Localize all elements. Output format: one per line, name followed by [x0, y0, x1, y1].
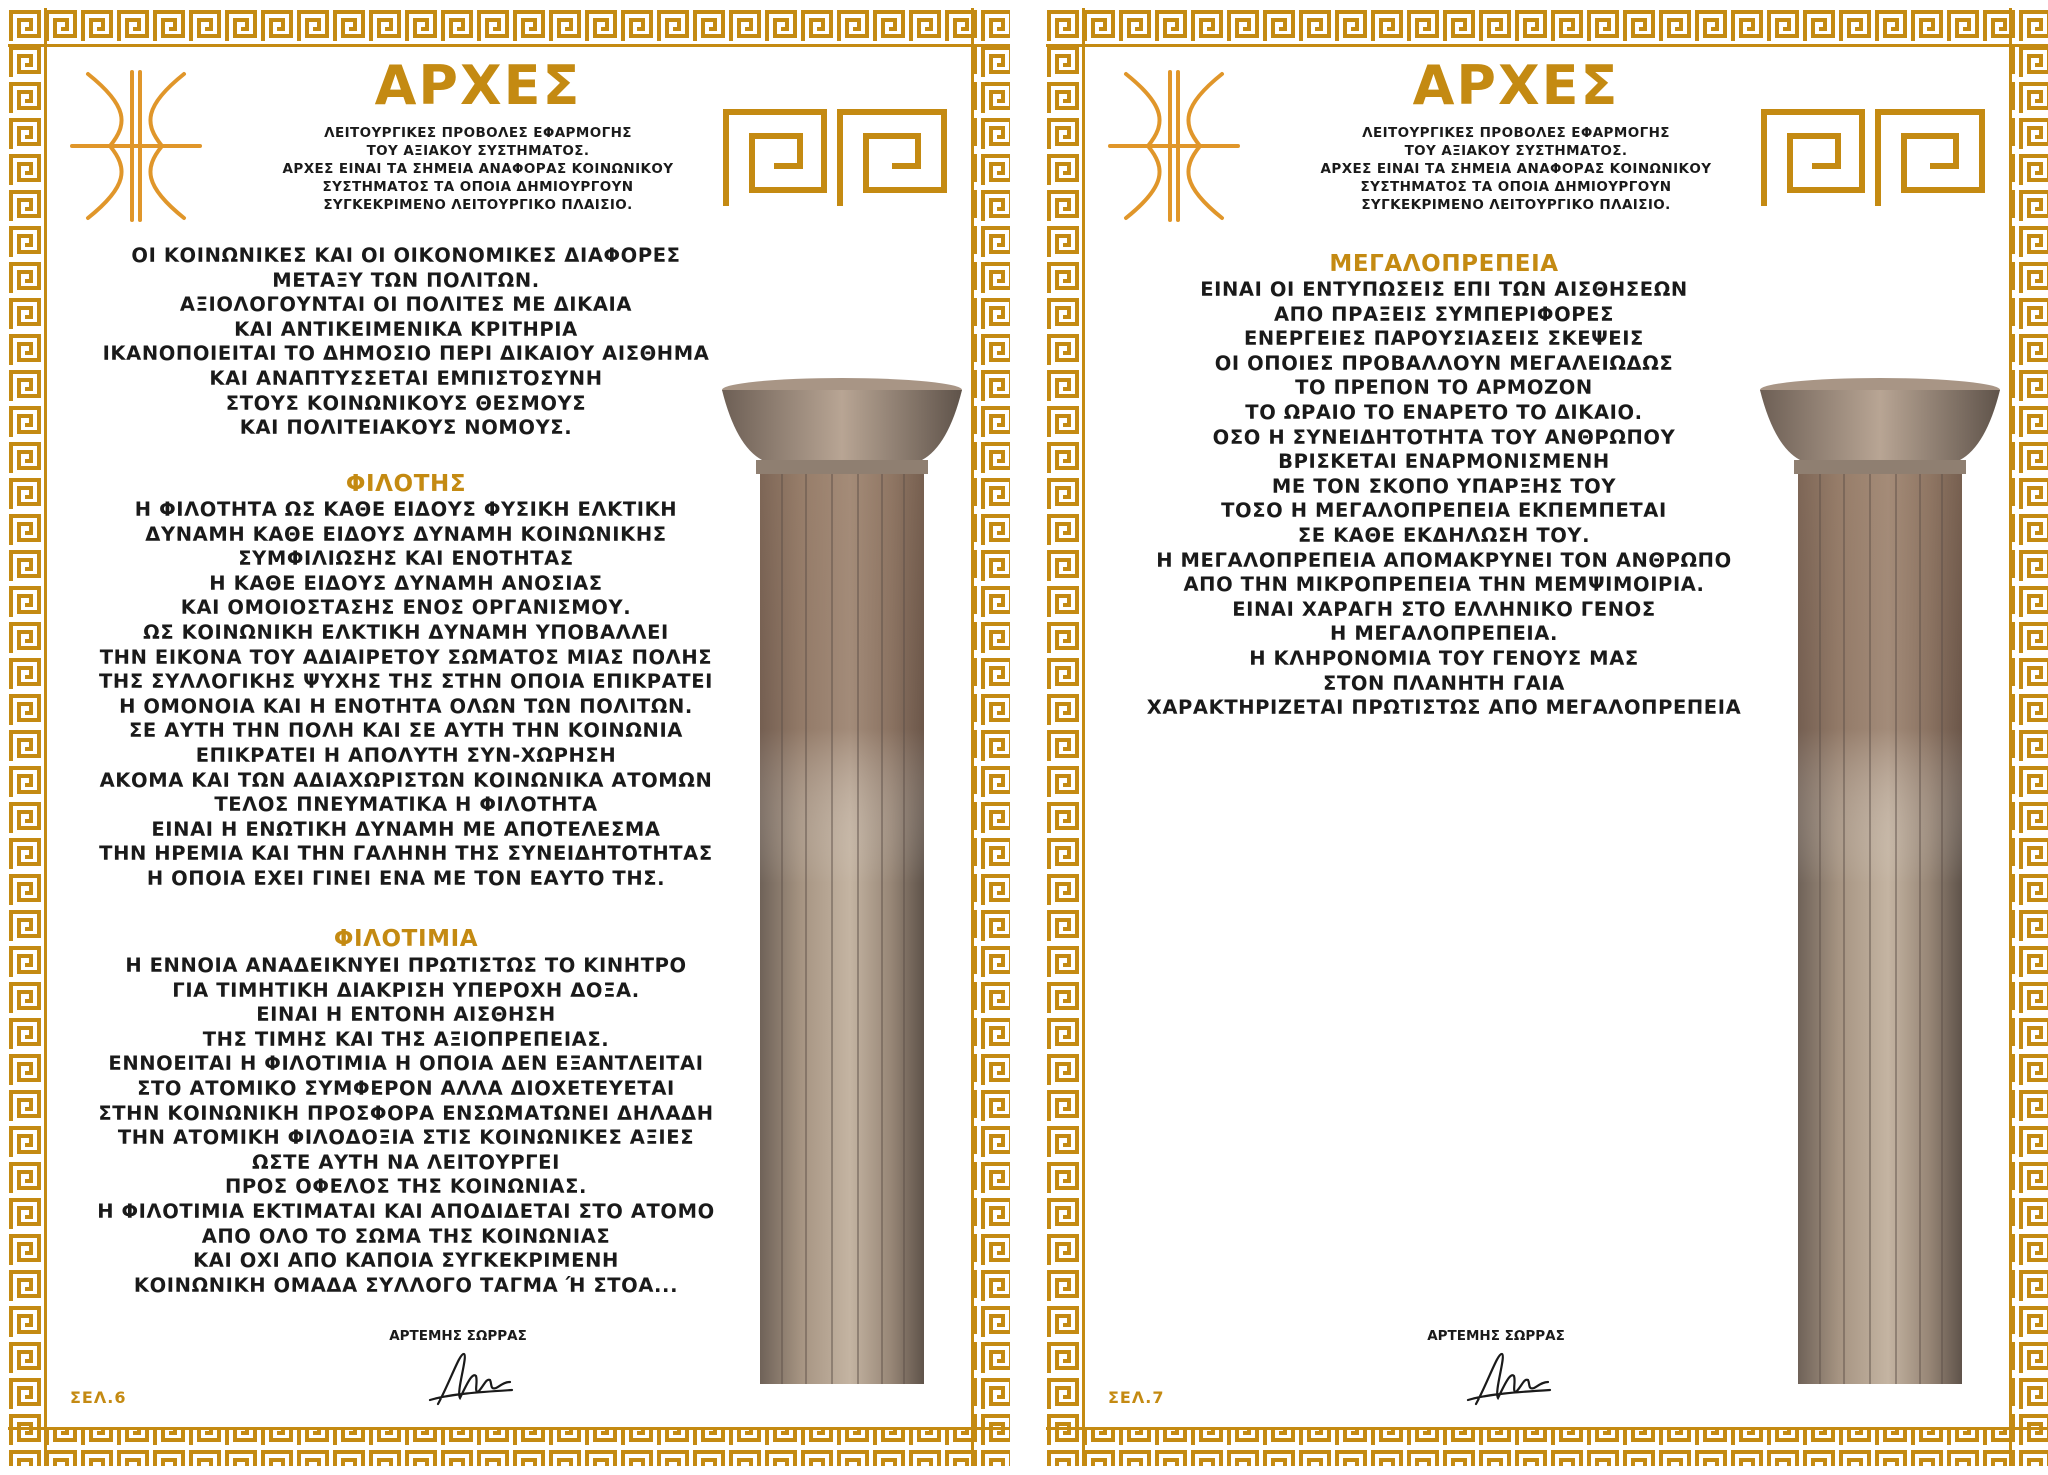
text-line: ΕΙΝΑΙ Η ΕΝΩΤΙΚΗ ΔΥΝΑΜΗ ΜΕ ΑΠΟΤΕΛΕΣΜΑ [151, 817, 661, 841]
text-line: ΤΗΣ ΣΥΛΛΟΓΙΚΗΣ ΨΥΧΗΣ ΤΗΣ ΣΤΗΝ ΟΠΟΙΑ ΕΠΙΚΡΑΤΕΙ [99, 670, 713, 694]
text-line: ΤΗΣ ΤΙΜΗΣ ΚΑΙ ΤΗΣ ΑΞΙΟΠΡΕΠΕΙΑΣ. [202, 1027, 610, 1051]
subtitle-line: ΑΡΧΕΣ ΕΙΝΑΙ ΤΑ ΣΗΜΕΙΑ ΑΝΑΦΟΡΑΣ ΚΟΙΝΩΝΙΚΟΥ [1320, 161, 1712, 177]
sun-symbol-icon [66, 66, 206, 226]
doric-column-icon [1754, 376, 2006, 1384]
text-line: Η ΚΑΘΕ ΕΙΔΟΥΣ ΔΥΝΑΜΗ ΑΝΟΣΙΑΣ [209, 571, 603, 595]
text-line: ΣΕ ΑΥΤΗ ΤΗΝ ΠΟΛΗ ΚΑΙ ΣΕ ΑΥΤΗ ΤΗΝ ΚΟΙΝΩΝΙΑ [128, 719, 683, 743]
section-title-megaloprepeia: ΜΕΓΑΛΟΠΡΕΠΕΙΑ [1329, 251, 1559, 277]
text-line: ΣΤΟΝ ΠΛΑΝΗΤΗ ΓΑΙΑ [1323, 671, 1565, 695]
subtitle [1246, 124, 1786, 214]
text-line: ΧΑΡΑΚΤΗΡΙΖΕΤΑΙ ΠΡΩΤΙΣΤΩΣ ΑΠΟ ΜΕΓΑΛΟΠΡΕΠΕΙΑ [1146, 696, 1742, 720]
text-line: Η ΟΠΟΙΑ ΕΧΕΙ ΓΙΝΕΙ ΕΝΑ ΜΕ ΤΟΝ ΕΑΥΤΟ ΤΗΣ. [146, 866, 666, 890]
page-right [1046, 8, 2048, 1466]
subtitle-line: ΑΡΧΕΣ ΕΙΝΑΙ ΤΑ ΣΗΜΕΙΑ ΑΝΑΦΟΡΑΣ ΚΟΙΝΩΝΙΚΟΥ [282, 161, 674, 177]
subtitle-line: ΣΥΓΚΕΚΡΙΜΕΝΟ ΛΕΙΤΟΥΡΓΙΚΟ ΠΛΑΙΣΙΟ. [1361, 197, 1671, 213]
text-line: Η ΟΜΟΝΟΙΑ ΚΑΙ Η ΕΝΟΤΗΤΑ ΟΛΩΝ ΤΩΝ ΠΟΛΙΤΩΝ. [119, 694, 693, 718]
text-line: ΑΚΟΜΑ ΚΑΙ ΤΩΝ ΑΔΙΑΧΩΡΙΣΤΩΝ ΚΟΙΝΩΝΙΚΑ ΑΤΟΜΩΝ [99, 768, 713, 792]
text-line: ΓΙΑ ΤΙΜΗΤΙΚΗ ΔΙΑΚΡΙΣΗ ΥΠΕΡΟΧΗ ΔΟΞΑ. [172, 978, 640, 1002]
text-line: Η ΕΝΝΟΙΑ ΑΝΑΔΕΙΚΝΥΕΙ ΠΡΩΤΙΣΤΩΣ ΤΟ ΚΙΝΗΤΡΟ [125, 954, 687, 977]
author-name: ΑΡΤΕΜΗΣ ΣΩΡΡΑΣ [1427, 1328, 1565, 1344]
text-line: ΕΠΙΚΡΑΤΕΙ Η ΑΠΟΛΥΤΗ ΣΥΝ-ΧΩΡΗΣΗ [195, 743, 617, 767]
text-line: ΣΥΜΦΙΛΙΩΣΗΣ ΚΑΙ ΕΝΟΤΗΤΑΣ [238, 547, 574, 571]
text-line: ΠΡΟΣ ΟΦΕΛΟΣ ΤΗΣ ΚΟΙΝΩΝΙΑΣ. [224, 1175, 588, 1199]
text-line: ΤΟΣΟ Η ΜΕΓΑΛΟΠΡΕΠΕΙΑ ΕΚΠΕΜΠΕΤΑΙ [1221, 499, 1667, 523]
page-left [8, 8, 1010, 1466]
text-line: ΑΠΟ ΟΛΟ ΤΟ ΣΩΜΑ ΤΗΣ ΚΟΙΝΩΝΙΑΣ [201, 1224, 611, 1248]
text-line: ΤΗΝ ΑΤΟΜΙΚΗ ΦΙΛΟΔΟΞΙΑ ΣΤΙΣ ΚΟΙΝΩΝΙΚΕΣ ΑΞΙΕΣ [117, 1126, 695, 1150]
page-number: ΣΕΛ.6 [70, 1388, 127, 1407]
text-line: ΙΚΑΝΟΠΟΙΕΙΤΑΙ ΤΟ ΔΗΜΟΣΙΟ ΠΕΡΙ ΔΙΚΑΙΟΥ ΑΙΣΘΗΜΑ [102, 342, 710, 366]
text-line: ΚΑΙ ΟΧΙ ΑΠΟ ΚΑΠΟΙΑ ΣΥΓΚΕΚΡΙΜΕΝΗ [193, 1249, 619, 1273]
text-line: ΜΕΤΑΞΥ ΤΩΝ ΠΟΛΙΤΩΝ. [272, 268, 540, 292]
text-line: Η ΚΛΗΡΟΝΟΜΙΑ ΤΟΥ ΓΕΝΟΥΣ ΜΑΣ [1249, 646, 1639, 670]
text-line: ΤΗΝ ΗΡΕΜΙΑ ΚΑΙ ΤΗΝ ΓΑΛΗΝΗ ΤΗΣ ΣΥΝΕΙΔΗΤΟΤΗΤΑΣ [99, 842, 713, 866]
text-line: ΚΑΙ ΑΝΤΙΚΕΙΜΕΝΙΚΑ ΚΡΙΤΗΡΙΑ [234, 317, 578, 341]
text-line: Η ΦΙΛΟΤΗΤΑ ΩΣ ΚΑΘΕ ΕΙΔΟΥΣ ΦΥΣΙΚΗ ΕΛΚΤΙΚΗ [134, 498, 678, 521]
text-line: ΩΣ ΚΟΙΝΩΝΙΚΗ ΕΛΚΤΙΚΗ ΔΥΝΑΜΗ ΥΠΟΒΑΛΛΕΙ [143, 620, 669, 644]
text-line: ΩΣΤΕ ΑΥΤΗ ΝΑ ΛΕΙΤΟΥΡΓΕΙ [252, 1150, 560, 1174]
text-line: Η ΦΙΛΟΤΙΜΙΑ ΕΚΤΙΜΑΤΑΙ ΚΑΙ ΑΠΟΔΙΔΕΤΑΙ ΣΤΟ ΑΤΟΜΟ [97, 1199, 715, 1223]
subtitle-line: ΛΕΙΤΟΥΡΓΙΚΕΣ ΠΡΟΒΟΛΕΣ ΕΦΑΡΜΟΓΗΣ [1362, 125, 1670, 141]
text-line: ΑΠΟ ΤΗΝ ΜΙΚΡΟΠΡΕΠΕΙΑ ΤΗΝ ΜΕΜΨΙΜΟΙΡΙΑ. [1183, 573, 1705, 597]
section-title-filotimia: ΦΙΛΟΤΙΜΙΑ [333, 926, 479, 952]
text-line: ΕΝΕΡΓΕΙΕΣ ΠΑΡΟΥΣΙΑΣΕΙΣ ΣΚΕΨΕΙΣ [1244, 327, 1644, 351]
text-line: ΣΕ ΚΑΘΕ ΕΚΔΗΛΩΣΗ ΤΟΥ. [1297, 523, 1591, 547]
text-line: ΣΤΗΝ ΚΟΙΝΩΝΙΚΗ ΠΡΟΣΦΟΡΑ ΕΝΣΩΜΑΤΩΝΕΙ ΔΗΛΑΔΗ [98, 1101, 714, 1125]
text-line: ΕΙΝΑΙ Η ΕΝΤΟΝΗ ΑΙΣΘΗΣΗ [256, 1003, 556, 1027]
subtitle-line: ΤΟΥ ΑΞΙΑΚΟΥ ΣΥΣΤΗΜΑΤΟΣ. [366, 143, 590, 159]
key-pattern-icon [1758, 106, 1988, 210]
text-line: ΤΗΝ ΕΙΚΟΝΑ ΤΟΥ ΑΔΙΑΙΡΕΤΟΥ ΣΩΜΑΤΟΣ ΜΙΑΣ ΠΟΛΗΣ [99, 645, 713, 669]
text-line: ΕΙΝΑΙ ΟΙ ΕΝΤΥΠΩΣΕΙΣ ΕΠΙ ΤΩΝ ΑΙΣΘΗΣΕΩΝ [1200, 278, 1688, 301]
sun-symbol-icon [1104, 66, 1244, 226]
text-line: ΜΕ ΤΟΝ ΣΚΟΠΟ ΥΠΑΡΞΗΣ ΤΟΥ [1271, 474, 1617, 498]
page-title: ΑΡΧΕΣ [374, 54, 582, 117]
text-line: ΑΞΙΟΛΟΓΟΥΝΤΑΙ ΟΙ ΠΟΛΙΤΕΣ ΜΕ ΔΙΚΑΙΑ [179, 293, 633, 317]
text-line: ΚΟΙΝΩΝΙΚΗ ΟΜΑΔΑ ΣΥΛΛΟΓΟ ΤΑΓΜΑ Ή ΣΤΟΑ... [133, 1273, 679, 1297]
text-line: Η ΜΕΓΑΛΟΠΡΕΠΕΙΑ ΑΠΟΜΑΚΡΥΝΕΙ ΤΟΝ ΑΝΘΡΩΠΟ [1156, 548, 1732, 572]
doric-column-icon [716, 376, 968, 1384]
section-filotis-text [56, 498, 756, 892]
key-pattern-icon [720, 106, 950, 210]
text-line: ΚΑΙ ΑΝΑΠΤΥΣΣΕΤΑΙ ΕΜΠΙΣΤΟΣΥΝΗ [209, 366, 603, 390]
section-title-filotis: ΦΙΛΟΤΗΣ [345, 471, 467, 497]
subtitle [208, 124, 748, 214]
text-line: ΤΕΛΟΣ ΠΝΕΥΜΑΤΙΚΑ Η ΦΙΛΟΤΗΤΑ [214, 793, 598, 817]
section-filotimia-text [56, 954, 756, 1298]
author-name: ΑΡΤΕΜΗΣ ΣΩΡΡΑΣ [389, 1328, 527, 1344]
intro-paragraph [56, 244, 756, 441]
subtitle-line: ΣΥΣΤΗΜΑΤΟΣ ΤΑ ΟΠΟΙΑ ΔΗΜΙΟΥΡΓΟΥΝ [322, 179, 634, 195]
text-line: ΒΡΙΣΚΕΤΑΙ ΕΝΑΡΜΟΝΙΣΜΕΝΗ [1278, 450, 1610, 474]
text-line: ΟΙ ΟΠΟΙΕΣ ΠΡΟΒΑΛΛΟΥΝ ΜΕΓΑΛΕΙΩΔΩΣ [1214, 351, 1674, 375]
subtitle-line: ΛΕΙΤΟΥΡΓΙΚΕΣ ΠΡΟΒΟΛΕΣ ΕΦΑΡΜΟΓΗΣ [324, 125, 632, 141]
text-line: ΣΤΟ ΑΤΟΜΙΚΟ ΣΥΜΦΕΡΟΝ ΑΛΛΑ ΔΙΟΧΕΤΕΥΕΤΑΙ [137, 1076, 675, 1100]
section-megaloprepeia-text [1094, 278, 1794, 721]
text-line: ΕΙΝΑΙ ΧΑΡΑΓΗ ΣΤΟ ΕΛΛΗΝΙΚΟ ΓΕΝΟΣ [1232, 597, 1656, 621]
subtitle-line: ΤΟΥ ΑΞΙΑΚΟΥ ΣΥΣΤΗΜΑΤΟΣ. [1404, 143, 1628, 159]
text-line: ΤΟ ΩΡΑΙΟ ΤΟ ΕΝΑΡΕΤΟ ΤΟ ΔΙΚΑΙΟ. [1245, 400, 1643, 424]
text-line: ΟΣΟ Η ΣΥΝΕΙΔΗΤΟΤΗΤΑ ΤΟΥ ΑΝΘΡΩΠΟΥ [1212, 425, 1676, 449]
signature-icon [1458, 1342, 1554, 1412]
text-line: Η ΜΕΓΑΛΟΠΡΕΠΕΙΑ. [1330, 622, 1558, 646]
page-title: ΑΡΧΕΣ [1412, 54, 1620, 117]
text-line: ΟΙ ΚΟΙΝΩΝΙΚΕΣ ΚΑΙ ΟΙ ΟΙΚΟΝΟΜΙΚΕΣ ΔΙΑΦΟΡΕΣ [131, 244, 681, 267]
text-line: ΤΟ ΠΡΕΠΟΝ ΤΟ ΑΡΜΟΖΟΝ [1295, 376, 1593, 400]
page-number: ΣΕΛ.7 [1108, 1388, 1165, 1407]
text-line: ΑΠΟ ΠΡΑΞΕΙΣ ΣΥΜΠΕΡΙΦΟΡΕΣ [1273, 302, 1614, 326]
text-line: ΕΝΝΟΕΙΤΑΙ Η ΦΙΛΟΤΙΜΙΑ Η ΟΠΟΙΑ ΔΕΝ ΕΞΑΝΤΛΕΙΤΑΙ [108, 1052, 704, 1076]
text-line: ΚΑΙ ΟΜΟΙΟΣΤΑΣΗΣ ΕΝΟΣ ΟΡΓΑΝΙΣΜΟΥ. [180, 596, 632, 620]
text-line: ΚΑΙ ΠΟΛΙΤΕΙΑΚΟΥΣ ΝΟΜΟΥΣ. [239, 416, 573, 440]
subtitle-line: ΣΥΓΚΕΚΡΙΜΕΝΟ ΛΕΙΤΟΥΡΓΙΚΟ ΠΛΑΙΣΙΟ. [323, 197, 633, 213]
text-line: ΣΤΟΥΣ ΚΟΙΝΩΝΙΚΟΥΣ ΘΕΣΜΟΥΣ [225, 391, 587, 415]
signature-icon [420, 1342, 516, 1412]
subtitle-line: ΣΥΣΤΗΜΑΤΟΣ ΤΑ ΟΠΟΙΑ ΔΗΜΙΟΥΡΓΟΥΝ [1360, 179, 1672, 195]
text-line: ΔΥΝΑΜΗ ΚΑΘΕ ΕΙΔΟΥΣ ΔΥΝΑΜΗ ΚΟΙΝΩΝΙΚΗΣ [145, 522, 667, 546]
